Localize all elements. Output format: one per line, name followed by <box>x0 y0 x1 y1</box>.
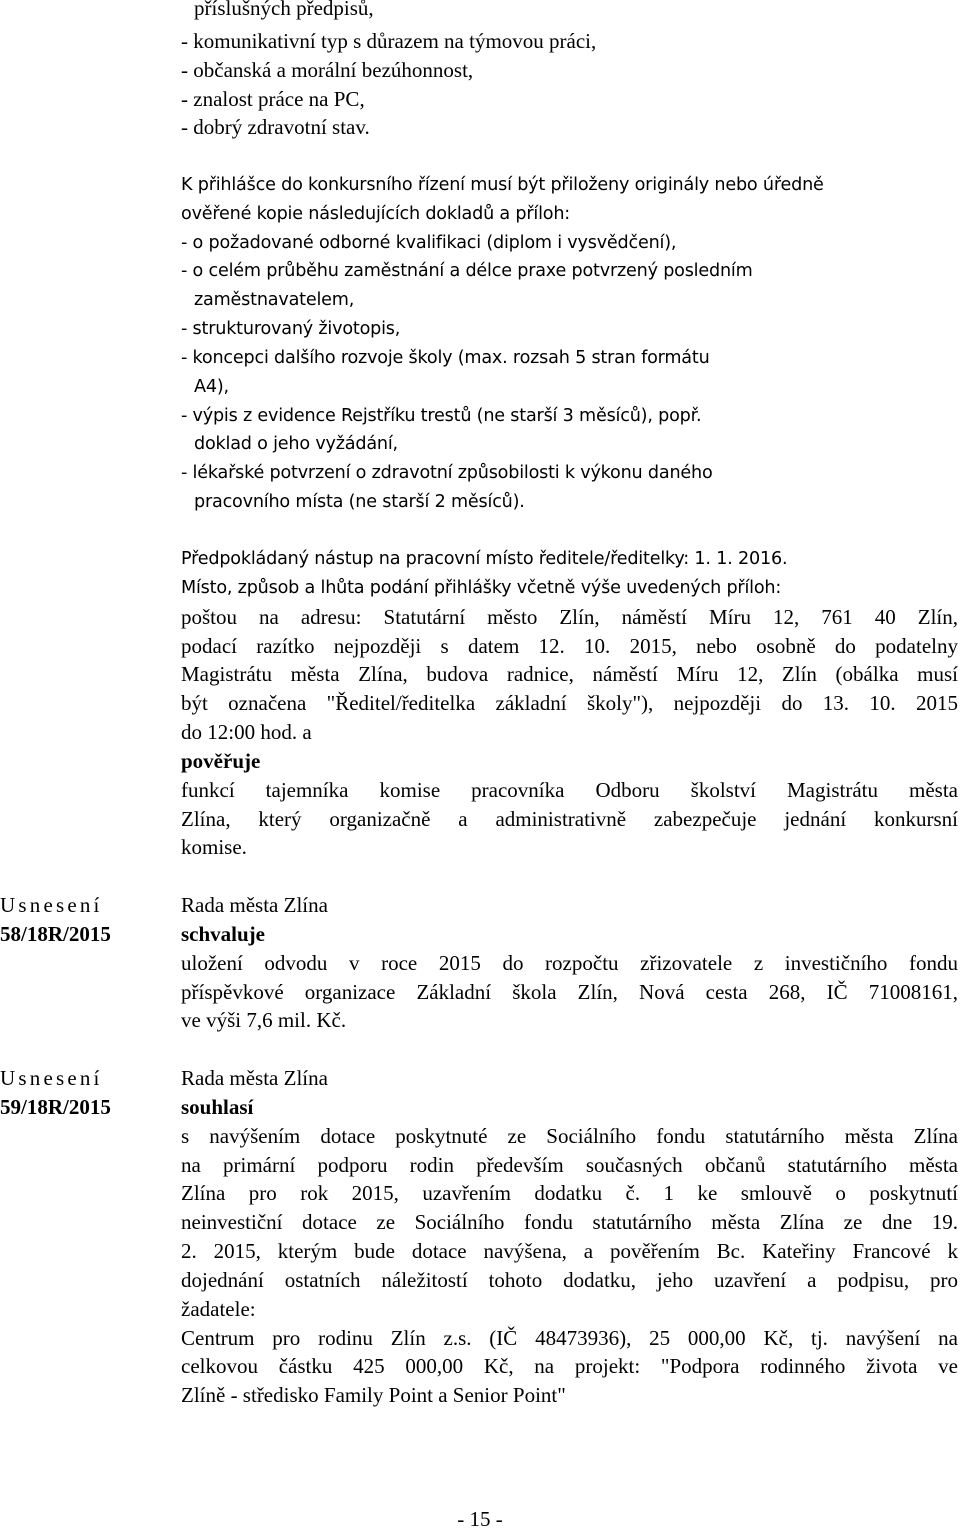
resolution-number: 58/18R/2015 <box>0 922 111 946</box>
resolution-text-line: Zlína pro rok 2015, uzavřením dodatku č. 1 ke smlouvě o poskytnutí <box>181 1181 958 1205</box>
resolution-text-line: na primární podporu rodin především současných občanů statutárního města <box>181 1153 958 1177</box>
resolution-text-line: Centrum pro rodinu Zlín z.s. (IČ 48473936), 25 000,00 Kč, tj. navýšení na <box>181 1326 958 1350</box>
attachments-line: K přihlášce do konkursního řízení musí být přiloženy originály nebo úředně <box>181 175 824 195</box>
address-line: do 12:00 hod. a <box>181 720 312 744</box>
resolution-text-line: uložení odvodu v roce 2015 do rozpočtu zřizovatele z investičního fondu <box>181 951 958 975</box>
attachments-line: pracovního místa (ne starší 2 měsíců). <box>194 492 525 512</box>
resolution-mark: Usnesení <box>0 893 103 917</box>
requirement-line: - občanská a morální bezúhonnost, <box>181 58 474 82</box>
address-line: být označena "Ředitel/ředitelka základní školy"), nejpozději do 13. 10. 2015 <box>181 691 958 715</box>
start-date-line: Předpokládaný nástup na pracovní místo ředitele/ředitelky: 1. 1. 2016. <box>181 549 788 569</box>
resolution-mark: Usnesení <box>0 1066 103 1090</box>
poveruje-line: funkcí tajemníka komise pracovníka Odboru školství Magistrátu města <box>181 778 958 802</box>
attachments-line: ověřené kopie následujících dokladů a příloh: <box>181 204 571 224</box>
submission-heading-line: Místo, způsob a lhůta podání přihlášky včetně výše uvedených příloh: <box>181 578 782 598</box>
poveruje-verb: pověřuje <box>181 749 261 773</box>
requirement-line: - dobrý zdravotní stav. <box>181 115 370 139</box>
requirement-line: - znalost práce na PC, <box>181 87 365 111</box>
resolution-text-line: neinvestiční dotace ze Sociálního fondu statutárního města Zlína ze dne 19. <box>181 1210 958 1234</box>
resolution-text-line: příspěvkové organizace Základní škola Zlín, Nová cesta 268, IČ 71008161, <box>181 980 958 1004</box>
attachments-line: - strukturovaný životopis, <box>181 319 401 339</box>
attachments-line: zaměstnavatelem, <box>194 290 355 310</box>
attachments-line: - o celém průběhu zaměstnání a délce praxe potvrzený posledním <box>181 261 753 281</box>
resolution-text-line: ve výši 7,6 mil. Kč. <box>181 1008 347 1032</box>
poveruje-line: komise. <box>181 835 247 859</box>
resolution-text-line: dojednání ostatních náležitostí tohoto dodatku, jeho uzavření a podpisu, pro <box>181 1268 958 1292</box>
resolution-verb: souhlasí <box>181 1095 254 1119</box>
attachments-line: - výpis z evidence Rejstříku trestů (ne starší 3 měsíců), popř. <box>181 406 702 426</box>
address-line: podací razítko nejpozději s datem 12. 10. 2015, nebo osobně do podatelny <box>181 634 958 658</box>
resolution-text-line: žadatele: <box>181 1297 256 1321</box>
poveruje-line: Zlína, který organizačně a administrativně zabezpečuje jednání konkursní <box>181 807 958 831</box>
address-line: Magistrátu města Zlína, budova radnice, náměstí Míru 12, Zlín (obálka musí <box>181 662 958 686</box>
resolution-verb: schvaluje <box>181 922 265 946</box>
resolution-text-line: 2. 2015, kterým bude dotace navýšena, a pověřením Bc. Kateřiny Francové k <box>181 1239 958 1263</box>
resolution-text-line: s navýšením dotace poskytnuté ze Sociálního fondu statutárního města Zlína <box>181 1124 958 1148</box>
address-line: poštou na adresu: Statutární město Zlín, náměstí Míru 12, 761 40 Zlín, <box>181 605 958 629</box>
attachments-line: A4), <box>194 377 229 397</box>
attachments-line: - lékařské potvrzení o zdravotní způsobilosti k výkonu daného <box>181 463 713 483</box>
resolution-body: Rada města Zlína <box>181 893 328 917</box>
requirement-line: - komunikativní typ s důrazem na týmovou práci, <box>181 29 597 53</box>
resolution-body: Rada města Zlína <box>181 1066 328 1090</box>
attachments-line: - koncepci dalšího rozvoje školy (max. rozsah 5 stran formátu <box>181 348 710 368</box>
attachments-line: doklad o jeho vyžádání, <box>194 434 398 454</box>
page-number: - 15 - <box>457 1507 503 1531</box>
resolution-text-line: celkovou částku 425 000,00 Kč, na projekt: "Podpora rodinného života ve <box>181 1354 958 1378</box>
attachments-line: - o požadované odborné kvalifikaci (diplom i vysvědčení), <box>181 233 677 253</box>
resolution-text-line: Zlíně - středisko Family Point a Senior Point" <box>181 1383 566 1407</box>
resolution-number: 59/18R/2015 <box>0 1095 111 1119</box>
requirement-line: příslušných předpisů, <box>194 0 374 20</box>
